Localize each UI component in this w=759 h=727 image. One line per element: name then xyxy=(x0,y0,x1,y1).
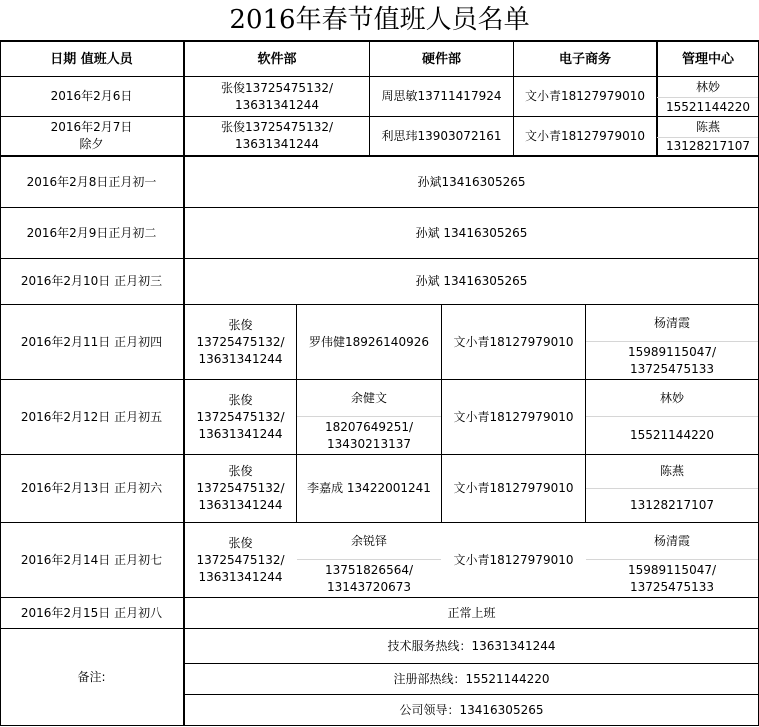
hardware-cell: 罗伟健18926140926 xyxy=(309,334,429,349)
date-cell: 2016年2月11日 正月初四 xyxy=(20,334,163,349)
header-ecommerce-dept: 电子商务 xyxy=(558,51,611,67)
registration-hotline: 注册部热线：15521144220 xyxy=(393,671,550,686)
management-name: 林妙 xyxy=(659,390,684,405)
header-software-dept: 软件部 xyxy=(257,51,297,67)
date-cell xyxy=(0,117,183,155)
tech-service-hotline: 技术服务热线：13631341244 xyxy=(387,638,556,653)
management-line: 15989115047/ xyxy=(627,344,717,359)
hardware-phone xyxy=(297,560,441,597)
software-name: 张俊 xyxy=(228,317,253,332)
software-name: 张俊 xyxy=(228,464,253,478)
date-line: 2016年2月7日 xyxy=(50,120,133,134)
management-name: 林妙 xyxy=(695,79,720,94)
header-hardware-dept: 硬件部 xyxy=(421,51,461,67)
software-line: 13631341244 xyxy=(198,426,283,441)
software-name: 张俊 xyxy=(228,392,253,407)
date-cell: 2016年2月8日正月初一 xyxy=(26,174,157,189)
ecommerce-cell: 文小青18127979010 xyxy=(453,481,574,495)
software-cell xyxy=(185,455,296,522)
software-line: 13631341244 xyxy=(235,97,319,112)
software-line: 张俊13725475132/ xyxy=(220,80,334,95)
header-management-center: 管理中心 xyxy=(681,51,734,67)
ecommerce-cell: 文小青18127979010 xyxy=(453,334,574,349)
date-note: 除夕 xyxy=(79,137,104,151)
date-cell: 2016年2月6日 xyxy=(50,89,133,103)
merged-duty-cell: 正常上班 xyxy=(447,605,496,620)
hardware-name: 余健文 xyxy=(350,390,387,405)
management-phone xyxy=(586,560,758,597)
date-cell: 2016年2月14日 正月初七 xyxy=(20,552,163,567)
software-cell xyxy=(185,77,369,116)
management-name: 陈燕 xyxy=(659,464,684,478)
hardware-phone xyxy=(297,417,441,454)
merged-duty-cell: 孙斌13416305265 xyxy=(417,174,526,189)
hardware-line: 13430213137 xyxy=(327,436,411,451)
header-date-staff: 日期 值班人员 xyxy=(50,51,133,67)
software-line: 13725475132/ xyxy=(196,552,285,567)
software-name: 张俊 xyxy=(228,535,253,550)
date-cell: 2016年2月15日 正月初八 xyxy=(20,605,163,620)
hardware-cell: 利思玮13903072161 xyxy=(381,128,502,143)
hardware-line: 13751826564/ xyxy=(324,562,414,577)
hardware-name: 余锐铎 xyxy=(350,533,387,548)
management-name: 陈燕 xyxy=(695,119,720,134)
date-cell: 2016年2月13日 正月初六 xyxy=(20,481,163,495)
ecommerce-cell: 文小青18127979010 xyxy=(525,128,645,143)
hardware-line: 13143720673 xyxy=(327,579,411,594)
notes-label: 备注: xyxy=(77,669,106,684)
software-cell xyxy=(185,305,296,379)
date-cell: 2016年2月12日 正月初五 xyxy=(20,409,163,424)
management-line: 13725475133 xyxy=(630,579,714,594)
management-phone: 13128217107 xyxy=(666,139,750,153)
management-line: 13725475133 xyxy=(630,361,714,376)
date-cell: 2016年2月9日正月初二 xyxy=(26,225,157,240)
management-phone: 15521144220 xyxy=(666,99,750,114)
company-leader-contact: 公司领导：13416305265 xyxy=(399,702,544,717)
software-cell xyxy=(185,117,369,155)
date-cell: 2016年2月10日 正月初三 xyxy=(20,274,163,288)
software-cell xyxy=(185,523,296,597)
page-title: 2016年春节值班人员名单 xyxy=(229,4,530,35)
software-line: 13725475132/ xyxy=(196,334,285,349)
software-line: 13631341244 xyxy=(198,351,283,366)
ecommerce-cell: 文小青18127979010 xyxy=(525,89,645,103)
management-phone: 13128217107 xyxy=(630,498,714,512)
merged-duty-cell: 孙斌 13416305265 xyxy=(415,274,528,288)
software-line: 13725475132/ xyxy=(196,409,285,424)
software-line: 13725475132/ xyxy=(196,481,285,495)
software-line: 张俊13725475132/ xyxy=(220,120,334,134)
software-line: 13631341244 xyxy=(235,137,319,151)
software-line: 13631341244 xyxy=(198,498,283,512)
management-phone: 15521144220 xyxy=(630,428,714,442)
hardware-cell: 周思敏13711417924 xyxy=(381,89,502,103)
ecommerce-cell: 文小青18127979010 xyxy=(453,552,574,567)
hardware-cell: 李嘉成 13422001241 xyxy=(307,481,431,495)
management-name: 杨清霞 xyxy=(653,315,690,330)
software-line: 13631341244 xyxy=(198,569,283,584)
software-cell xyxy=(185,380,296,454)
hardware-line: 18207649251/ xyxy=(324,419,414,434)
management-name: 杨清霞 xyxy=(653,533,690,548)
ecommerce-cell: 文小青18127979010 xyxy=(453,409,574,424)
management-phone xyxy=(586,342,758,379)
merged-duty-cell: 孙斌 13416305265 xyxy=(415,225,528,240)
management-line: 15989115047/ xyxy=(627,562,717,577)
